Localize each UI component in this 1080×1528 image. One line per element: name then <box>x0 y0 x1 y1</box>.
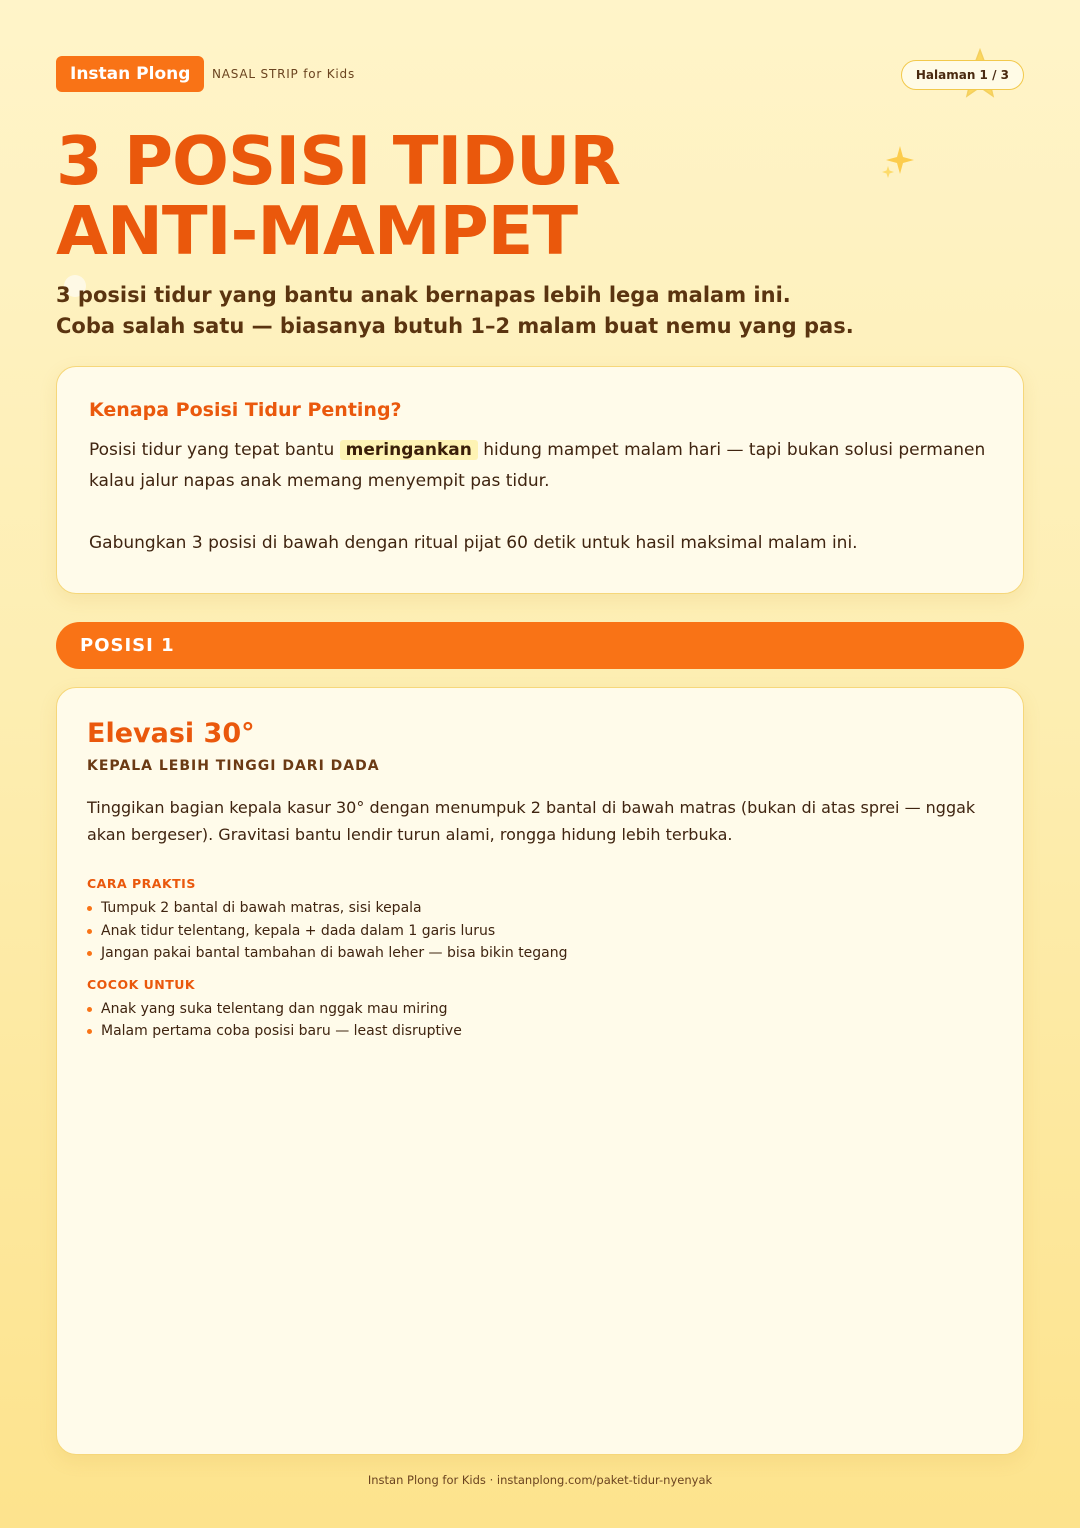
position-bar: POSISI 1 <box>56 622 1024 669</box>
list-item-text: Jangan pakai bantal tambahan di bawah leher — bisa bikin tegang <box>101 945 568 961</box>
sparkle-icon <box>880 144 916 180</box>
subtitle-line-2: Coba salah satu — biasanya butuh 1–2 malam buat nemu yang pas. <box>56 314 854 338</box>
list-item <box>87 1020 993 1043</box>
suited-list <box>87 998 993 1043</box>
page-subtitle <box>56 280 956 342</box>
list-item <box>87 942 993 965</box>
brand-badge: Instan Plong <box>56 56 204 92</box>
practical-list <box>87 897 993 965</box>
list-item <box>87 897 993 920</box>
bullet-icon <box>87 906 92 911</box>
page-title <box>56 122 620 270</box>
why-card <box>56 366 1024 594</box>
why-text-after: hidung mampet malam hari — tapi bukan solusi permanen kalau jalur napas anak memang menyempit pas tidur. <box>89 440 986 491</box>
why-text-2: Gabungkan 3 posisi di bawah dengan ritual pijat 60 detik untuk hasil maksimal malam ini. <box>89 533 858 553</box>
subtitle-line-1: 3 posisi tidur yang bantu anak bernapas lebih lega malam ini. <box>56 283 791 307</box>
list-item-text: Anak yang suka telentang dan nggak mau miring <box>101 1000 448 1017</box>
bullet-icon <box>87 929 92 934</box>
why-text-before: Posisi tidur yang tepat bantu <box>89 440 335 460</box>
title-line-2: ANTI-MAMPET <box>56 192 578 270</box>
list-item <box>87 920 993 943</box>
list-item-text: Anak tidur telentang, kepala + dada dalam 1 garis lurus <box>101 922 496 939</box>
position-card <box>56 687 1024 1455</box>
highlight-word: meringankan <box>340 440 478 460</box>
bullet-icon <box>87 1029 92 1034</box>
title-line-1: 3 POSISI TIDUR <box>56 122 620 200</box>
list-item <box>87 998 993 1021</box>
brand-subtitle: NASAL STRIP for Kids <box>212 67 355 81</box>
bullet-icon <box>87 1007 92 1012</box>
list-item-text: Malam pertama coba posisi baru — least disruptive <box>101 1023 462 1039</box>
page-indicator: Halaman 1 / 3 <box>901 60 1024 90</box>
bullet-icon <box>87 951 92 956</box>
position-description: Tinggikan bagian kepala kasur 30° dengan menumpuk 2 bantal di bawah matras (bukan di atas sprei — nggak akan bergeser). Gravitasi bantu lendir turun alami, rongga hidung lebih terbuka. <box>87 798 976 844</box>
position-tag: KEPALA LEBIH TINGGI DARI DADA <box>87 758 380 774</box>
practical-label: CARA PRAKTIS <box>87 876 196 891</box>
footer: Instan Plong for Kids · instanplong.com/paket-tidur-nyenyak <box>367 1473 713 1487</box>
list-item-text: Tumpuk 2 bantal di bawah matras, sisi kepala <box>101 900 422 916</box>
why-text <box>89 435 991 497</box>
suited-label: COCOK UNTUK <box>87 976 196 992</box>
position-title: Elevasi 30° <box>87 718 255 749</box>
why-heading: Kenapa Posisi Tidur Penting? <box>89 399 402 421</box>
